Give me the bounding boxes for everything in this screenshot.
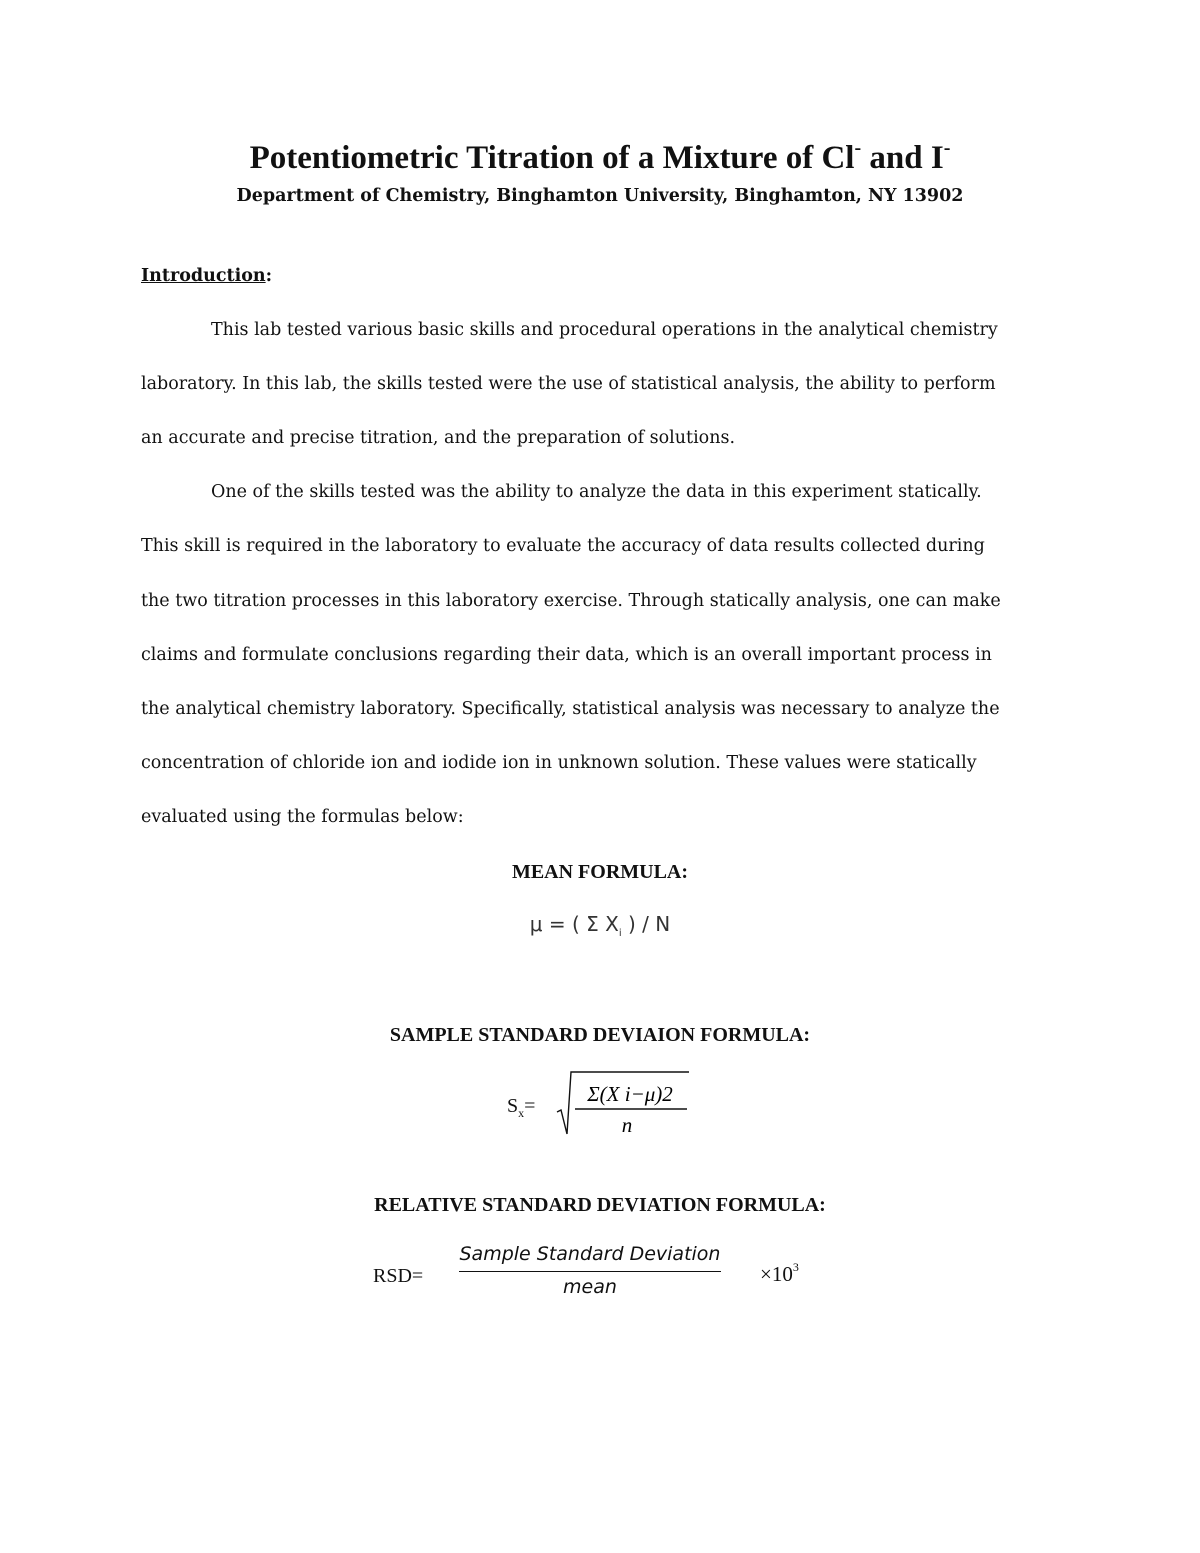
rsd-numerator: Sample Standard Deviation — [459, 1243, 721, 1265]
paragraph-line: This skill is required in the laboratory to evaluate the accuracy of data results collected during — [141, 536, 985, 556]
paragraph-line: claims and formulate conclusions regarding their data, which is an overall important process in — [141, 645, 992, 665]
document-subtitle: Department of Chemistry, Binghamton University, Binghamton, NY 13902 — [236, 186, 964, 206]
rsd-lhs: RSD= — [373, 1265, 424, 1287]
paragraph-line: One of the skills tested was the ability to analyze the data in this experiment statically. — [211, 482, 982, 502]
rsd-multiplier: $\times 10^3$ — [760, 1260, 799, 1286]
section-heading-introduction: Introduction: — [141, 266, 273, 286]
rsd-formula-label: RELATIVE STANDARD DEVIATION FORMULA: — [374, 1194, 826, 1216]
fraction-bar — [459, 1271, 721, 1272]
rsd-denominator: mean — [563, 1276, 617, 1298]
document-title: Potentiometric Titration of a Mixture of Cl- and I- — [249, 137, 951, 176]
paragraph-line: laboratory. In this lab, the skills tested were the use of statistical analysis, the ability to perform — [141, 374, 996, 394]
mean-formula: μ = ( Σ $X_i$ ) / N — [529, 912, 671, 939]
paragraph-line: the two titration processes in this laboratory exercise. Through statically analysis, one can make — [141, 591, 1001, 611]
paragraph-line: the analytical chemistry laboratory. Specifically, statistical analysis was necessary to analyze the — [141, 699, 1000, 719]
sample-sd-numerator: Σ(X i−μ)2 — [587, 1082, 673, 1106]
sample-sd-denominator: n — [621, 1113, 633, 1137]
sample-sd-formula-label: SAMPLE STANDARD DEVIAION FORMULA: — [389, 1024, 811, 1046]
paragraph-line: an accurate and precise titration, and the preparation of solutions. — [141, 428, 736, 448]
paragraph-line: evaluated using the formulas below: — [141, 807, 464, 827]
mean-formula-label: MEAN FORMULA: — [511, 861, 689, 883]
paragraph-line: concentration of chloride ion and iodide ion in unknown solution. These values were statically — [141, 753, 977, 773]
paragraph-line: This lab tested various basic skills and procedural operations in the analytical chemistry — [211, 320, 998, 340]
sample-sd-formula — [555, 1068, 695, 1140]
sample-sd-lhs: $S_x=$ — [507, 1095, 536, 1120]
